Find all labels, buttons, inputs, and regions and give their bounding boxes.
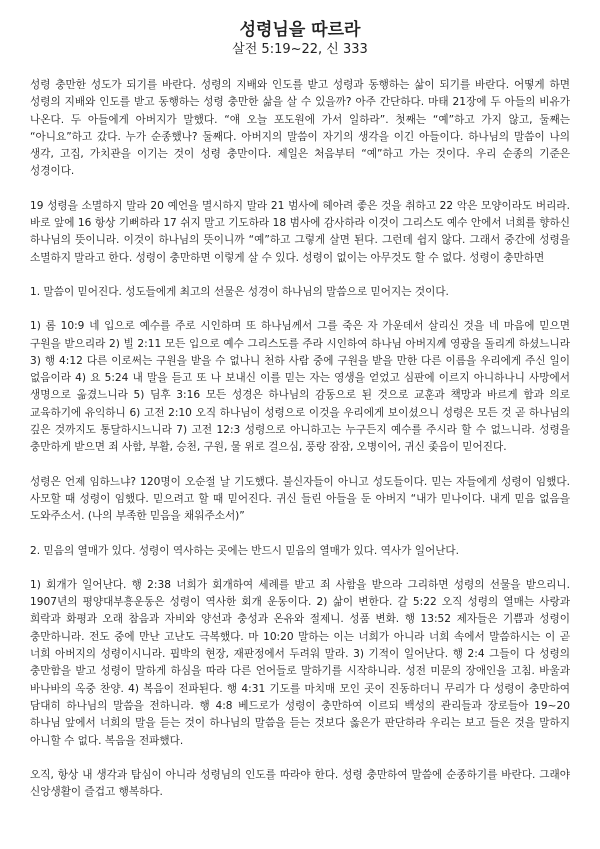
paragraph-conclusion: 오직, 항상 내 생각과 탐심이 아니라 성령님의 인도를 따라야 한다. 성령 충만하여 말씀에 순종하기를 바란다. 그래야 신앙생활이 즐겁고 행복하다. xyxy=(30,768,570,799)
paragraph-point-1-verses: 1) 롬 10:9 네 입으로 예수를 주로 시인하며 또 하나님께서 그를 죽은 자 가운데서 살리신 것을 네 마음에 믿으면 구원을 받으리라 2) 빌 2:11 모든 입으로 예수 그리스도를 주라 시인하여 하나님 아버지께 영광을 돌리게 하셨느니라 3) 행 4:12 다른 이로써는 구원을 받을 수 없나니 천하 사람 중에 구원을 받을 만한 다른 이름을 우리에게 주신 일이 없음이라 4) 요 5:24 내 말을 듣고 또 나 보내신 이를 믿는 자는 영생을 얻었고 심판에 이르지 아니하나니 사망에서 생명으로 옮겼느니라 5) 딤후 3:16 모든 성경은 하나님의 감동으로 된 것으로 교훈과 책망과 바르게 함과 의로 교육하기에 유익하니 6) 고전 2:10 오직 하나님이 성령으로 이것을 우리에게 보이셨으니 성령은 모든 것 곧 하나님의 깊은 것까지도 통달하시느니라 7) 고전 12:3 성령으로 아니하고는 누구든지 예수를 주시라 할 수 없느니라. 성령을 충만하게 받으면 죄 사함, 부활, 승천, 구원, 물 위로 걸으심, 풍랑 잠잠, 오병이어, 귀신 좇음이 믿어진다. xyxy=(30,320,570,454)
page-title: 성령님을 따르라 xyxy=(239,20,361,40)
paragraph-intro: 성령 충만한 성도가 되기를 바란다. 성령의 지배와 인도를 받고 성령과 동행하는 삶이 되기를 바란다. 어떻게 하면 성령의 지배와 인도를 받고 동행하는 성령 충만한 삶을 살 수 있을까? 아주 간단하다. 마태 21장에 두 아들의 비유가 나온다. 두 아들에게 아버지가 말했다. “얘 오늘 포도원에 가서 일하라”. 첫째는 “예”하고 가지 않고, 둘째는 “아니요”하고 갔다. 누가 순종했나? 둘째다. 아버지의 말씀이 자기의 생각을 이긴 아들이다. 하나님의 말씀이 나의 생각, 고집, 가치관을 이기는 것이 성령 충만이다. 제일은 처음부터 “예”하고 가는 것이다. 우리 순종의 기준은 성경이다. xyxy=(30,79,570,178)
paragraph-point-1: 1. 말씀이 믿어진다. 성도들에게 최고의 선물은 성경이 하나님의 말씀으로 믿어지는 것이다. xyxy=(30,285,449,298)
paragraph-text-verses: 19 성령을 소멸하지 말라 20 예언을 멸시하지 말라 21 범사에 헤아려 좋은 것을 취하고 22 악은 모양이라도 버리라. 바로 앞에 16 항상 기뻐하라 17 쉬지 말고 기도하라 18 범사에 감사하라 이것이 그리스도 예수 안에서 너희를 향하신 하나님의 뜻이니라. 이것이 하나님의 뜻이니까 “예”하고 그렇게 살면 된다. 그런데 쉽지 않다. 그래서 중간에 성령을 소멸하지 말라고 한다. 성령이 충만하면 이렇게 살 수 있다. 성령이 없이는 아무것도 할 수 없다. 성령이 충만하면 xyxy=(30,199,570,264)
scripture-reference: 살전 5:19~22, 신 333 xyxy=(232,42,368,57)
paragraph-point-2: 2. 믿음의 열매가 있다. 성령이 역사하는 곳에는 반드시 믿음의 열매가 있다. 역사가 일어난다. xyxy=(30,544,460,557)
paragraph-point-2-details: 1) 회개가 일어난다. 행 2:38 너희가 회개하여 세례를 받고 죄 사함을 받으라 그리하면 성령의 선물을 받으리니. 1907년의 평양대부흥운동은 성령이 역사한 회개 운동이다. 2) 삶이 변한다. 갈 5:22 오직 성령의 열매는 사랑과 희락과 화평과 오래 참음과 자비와 양선과 충성과 온유와 절제니. 성품 변화. 행 13:52 제자들은 기쁨과 성령이 충만하니라. 전도 중에 만난 고난도 극복했다. 마 10:20 말하는 이는 너희가 아니라 너희 속에서 말씀하시는 이 곧 너희 아버지의 성령이시니라. 핍박의 현장, 재판정에서 두려워 말라. 3) 기적이 일어난다. 행 2:4 그들이 다 성령의 충만함을 받고 성령이 말하게 하심을 따라 다른 언어들로 말하기를 시작하니라. 성전 미문의 장애인을 고침. 바울과 바나바의 옥중 찬양. 4) 복음이 전파된다. 행 4:31 기도를 마치매 모인 곳이 진동하더니 무리가 다 성령이 충만하여 담대히 하나님의 말씀을 전하니라. 행 4:8 베드로가 성령이 충만하여 이르되 백성의 관리들과 장로들아 19~20 하나님 앞에서 너희의 말을 듣는 것이 하나님의 말씀을 듣는 것보다 옳은가 판단하라 우리는 보고 들은 것을 말하지 아니할 수 없다. 복음을 전파했다. xyxy=(30,578,570,747)
paragraph-pentecost: 성령은 언제 임하느냐? 120명이 오순절 날 기도했다. 불신자들이 아니고 성도들이다. 믿는 자들에게 성령이 임했다. 사모할 때 성령이 임했다. 믿으려고 할 때 믿어진다. 귀신 들린 아들을 둔 아버지 “내가 믿나이다. 내게 믿음 없음을 도와주소서. (나의 부족한 믿음을 채워주소서)” xyxy=(30,475,570,523)
